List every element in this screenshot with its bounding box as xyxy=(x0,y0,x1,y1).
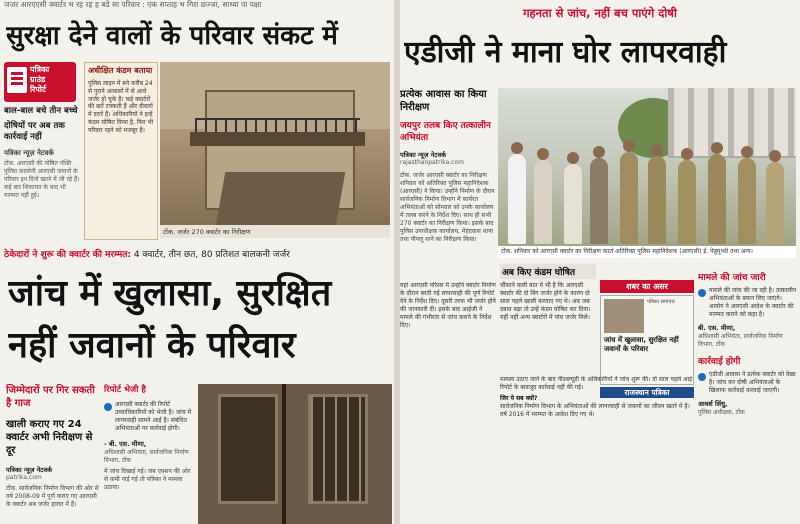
action-quote: एडीजी आवास ने प्रत्येक क्वार्टर को देखा है। जांच कर दोषी अभियंताओं के खिलाफ कार्रवाई करवाई जाएगी। xyxy=(698,371,798,395)
right-bottom-question: जिर ये सब क्यों? xyxy=(500,395,538,402)
investigation-signature: बी. एस. मीणा, xyxy=(698,324,736,332)
lower-left-column xyxy=(6,384,100,524)
right-col-head1: प्रत्येक आवास का किया निरीक्षण xyxy=(400,89,487,113)
news-impact-tag: शबर का असर xyxy=(600,280,694,293)
right-col-body: टोंक. जर्जर आरएसी क्वार्टर का निरीक्षण शनिवार को अतिरिक्त पुलिस महानिदेशक (आरएसी) ने किया। उन्होंने निर्माण के दौरान सार्वजनिक निर्माण विभाग में कार्यरत अभियंताओं को सोमवार को उनके कार्यालय में तलब करने के निर्देश दिए। साथ ही सभी 270 क्वार्टर का निरीक्षण किया। इसके बाद पुलिस उपाधीक्षक कार्यालय, मेहंदवास थाना तथा पीपलू थाने का निरीक्षण किया। xyxy=(400,172,495,243)
right-col-byline: पत्रिका न्यूज़ नेटवर्क xyxy=(400,151,447,159)
sidebar-item-2: दोषियों पर अब तक कार्रवाई नहीं xyxy=(4,121,65,142)
right-bottom-text-2: सार्वजनिक निर्माण विभाग के अभियंताओं की लापरवाही से जवानों का जीवन खतरे में है। वर्ष 2016 में मरम्मत के आदेश दिए गए थे। xyxy=(500,403,690,418)
right-col-head2: जयपुर तलब किए तत्कालीन अभियंता xyxy=(400,121,491,143)
patrika-sidebar xyxy=(4,62,80,242)
right-column-1 xyxy=(400,88,496,264)
officer-box-title: अधीक्षित कंडम बताया xyxy=(88,66,153,75)
sidebar-body: टोंक. आरएसी की पोषित पंक्ति पुलिस कालोनी आरएसी जवानों के परिवार इन दिनों खतरे में जी रहे हैं। कई बार शिकायत के बाद भी मरम्मत नहीं हुई। xyxy=(4,160,80,199)
report-box-role: अधिशासी अभियंता, सार्वजनिक निर्माण विभाग, टोंक xyxy=(104,449,189,464)
news-clipping xyxy=(600,295,694,385)
officers-inspection-photo xyxy=(498,88,796,258)
damaged-building-photo xyxy=(160,62,390,238)
repair-strip xyxy=(0,248,392,262)
condemned-box xyxy=(500,264,596,374)
sidebar-item-1: बाल-बाल बचे तीन बच्चे xyxy=(4,106,78,116)
rajasthan-patrika-brand: राजस्थान पत्रिका xyxy=(600,387,694,398)
repair-strip-text: 4 क्वार्टर, तीन छत, 80 प्रतिशत बालकनी जर्जर xyxy=(130,250,290,260)
investigation-column xyxy=(698,270,798,524)
report-box-quote: आरएसी क्वार्टर की रिपोर्ट उच्चाधिकारियों को भेजी है। जांच में लापरवाही सामने आई है। संबंधित अभियंताओं पर कार्रवाई होगी। xyxy=(104,401,196,433)
report-box-signature: - बी. एस. मीणा, xyxy=(104,440,147,448)
newspaper-icon xyxy=(7,67,27,93)
investigation-role: अधिशासी अभियंता, सार्वजनिक निर्माण विभाग, टोंक xyxy=(698,333,783,348)
patrika-ground-report-badge xyxy=(4,62,76,102)
clipping-headline: जांच में खुलासा, सुरक्षित नहीं जवानों के परिवार xyxy=(604,336,679,353)
report-box-title: रिपोर्ट भेजी है xyxy=(104,385,146,395)
sidebar-byline: पत्रिका न्यूज़ नेटवर्क xyxy=(4,149,54,157)
left-top-strip: जजर आरएएसी क्‍वार्टर भ रह रह ह बडे सा परिवार : एक सप्ताह भ गिरा छज्जा, साथ्या पा पक्षा xyxy=(4,0,262,9)
right-mid-body: यहां आरएसी परिसर में उन्होंने क्वार्टर निर्माण के दौरान बरती गई लापरवाही की पूर्ण रिपोर्ट देने के निर्देश दिए। दूसरी तरफ भी जर्जर होने की जानकारी दी। इसके बाद आईजी ने मामले की गंभीरता से जांच कराने के निर्देश दिए। xyxy=(400,282,496,329)
left-headline-top: सुरक्षा देने वालों के परिवार संकट में xyxy=(6,21,338,51)
photo1-caption: टोंक. जर्जर 270 क्‍वार्टर का निरीक्षण xyxy=(160,225,390,238)
investigation-quote: मामले की जांच की जा रही है। तत्कालीन अभियंताओं के बयान लिए जाएंगे। आयोग ने आरएसी आदेश के क्वार्टर की मरम्मत कराने को कहा है। xyxy=(698,287,798,319)
report-box xyxy=(104,384,196,524)
action-title: कार्रवाई होगी xyxy=(698,357,741,367)
clipping-text: पत्रिका समाचार xyxy=(647,299,675,305)
right-headline: एडीजी ने माना घोर लापरवाही xyxy=(404,35,727,70)
condemned-box-title: अब किए कंडम घोषित xyxy=(500,264,596,279)
action-signature: आवर्श सिंधु, xyxy=(698,400,728,408)
photo3-caption: टोंक. शनिवार को आरएसी क्वार्टर का निरीक्षण करते अतिरिक्त पुलिस महानिदेशक (आरएसी) ई. पेन्नुमुथ्थी तथा अन्य। xyxy=(498,246,796,258)
action-role: पुलिस अधीक्षक, टोंक xyxy=(698,409,745,416)
lower-left-kicker: जिम्मेदारों पर गिर सकती है गाज xyxy=(6,385,95,409)
lower-left-body: टोंक. सार्वजनिक निर्माण विभाग की ओर से वर्ष 2008-09 में पूर्ण कराए गए आरएसी के क्वार्टर अब जर्जर हालत में हैं। xyxy=(6,485,99,508)
report-box-body: में जांच दिखाई गई। जब एक्शन की ओर से कमी पाई गई तो पत्रिका ने मामला उठाया। xyxy=(104,468,191,491)
officer-box xyxy=(84,62,158,240)
lower-left-source: patrika.com xyxy=(6,474,42,481)
lower-left-byline: पत्रिका न्यूज़ नेटवर्क xyxy=(6,466,53,474)
right-kicker: गहनता से जांच, नहीं बच पाएंगे दोषी xyxy=(523,6,677,20)
badge-line-1: पत्रिका xyxy=(30,65,50,74)
clipping-image xyxy=(604,299,644,333)
repair-strip-lead: ठेकेदारों ने शुरू की क्वार्टर की मरम्मत: xyxy=(4,250,131,260)
officer-box-body: पुलिस लाइन में बने करीब 24 से पुराने आवासों में से आधे जर्जर हो चुके हैं। कई क्वार्टरों की छतें टपकती हैं और दीवारों में दरारें हैं। अधिकारियों ने इन्हें कंडम घोषित किया है, फिर भी परिवार रहने को मजबूर हैं। xyxy=(88,80,154,134)
badge-line-2: ग्राउंड xyxy=(30,75,46,84)
badge-line-3: रिपोर्ट xyxy=(30,85,46,94)
window-photo xyxy=(198,384,392,524)
right-bottom-text: मामला उठाए जाने के बाद पीडब्ल्यूडी के अधिकारियों ने जांच शुरू की। दो साल पहले आई रिपोर्ट के बावजूद कार्रवाई नहीं की गई। xyxy=(500,376,693,391)
lower-left-sub: खाली कराए गए 24 क्वार्टर अभी निरीक्षण से दूर xyxy=(6,419,93,456)
right-bottom-body xyxy=(500,376,696,524)
left-headline-big: जांच में खुलासा, सुरक्षित नहीं जवानों के परिवार xyxy=(8,273,332,366)
right-col-source: rajasthanpatrika.com xyxy=(400,159,464,166)
condemned-box-body: चौंकाने वाली बात ये भी है कि आरएसी क्वार्टर की दो विंग जर्जर होने के कारण दो साल पहले खाली करवाए गए थे। अब जब दबाव बढ़ा तो उन्हें कंडम घोषित कर दिया। यहीं नहीं अन्य क्वार्टरों में पांच जर्जर मिले। xyxy=(500,282,591,321)
investigation-title: मामले की जांच जारी xyxy=(698,273,766,283)
